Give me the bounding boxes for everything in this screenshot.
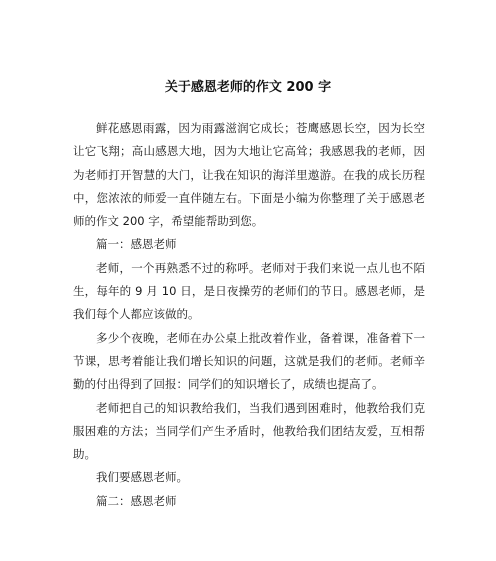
document-body: [73, 117, 425, 513]
section-heading-1: 篇一：感恩老师: [96, 237, 177, 252]
document-title: 关于感恩老师的作文 200 字: [164, 80, 332, 95]
section-heading-2: 篇二：感恩老师: [96, 493, 177, 508]
paragraph: 多少个夜晚，老师在办公桌上批改着作业，备着课，准备着下一节课，思考着能让我们增长知识的问题，这就是我们的老师。老师辛勤的付出得到了回报：同学们的知识增长了，成绩也提高了。: [73, 330, 425, 392]
paragraph: 老师，一个再熟悉不过的称呼。老师对于我们来说一点儿也不陌生，每年的 9 月 10 日，是日夜操劳的老师们的节日。感恩老师，是我们每个人都应该做的。: [73, 260, 425, 322]
paragraph: 老师把自己的知识教给我们，当我们遇到困难时，他教给我们克服困难的方法；当同学们产生矛盾时，他教给我们团结友爱，互相帮助。: [73, 400, 425, 462]
intro-paragraph: 鲜花感恩雨露，因为雨露滋润它成长；苍鹰感恩长空，因为长空让它飞翔；高山感恩大地，因为大地让它高耸；我感恩我的老师，因为老师打开智慧的大门，让我在知识的海洋里遨游。在我的成长历程中，您浓浓的师爱一直伴随左右。下面是小编为你整理了关于感恩老师的作文 200 字，希望能帮助到您。: [73, 121, 425, 229]
paragraph: 我们要感恩老师。: [96, 470, 188, 485]
